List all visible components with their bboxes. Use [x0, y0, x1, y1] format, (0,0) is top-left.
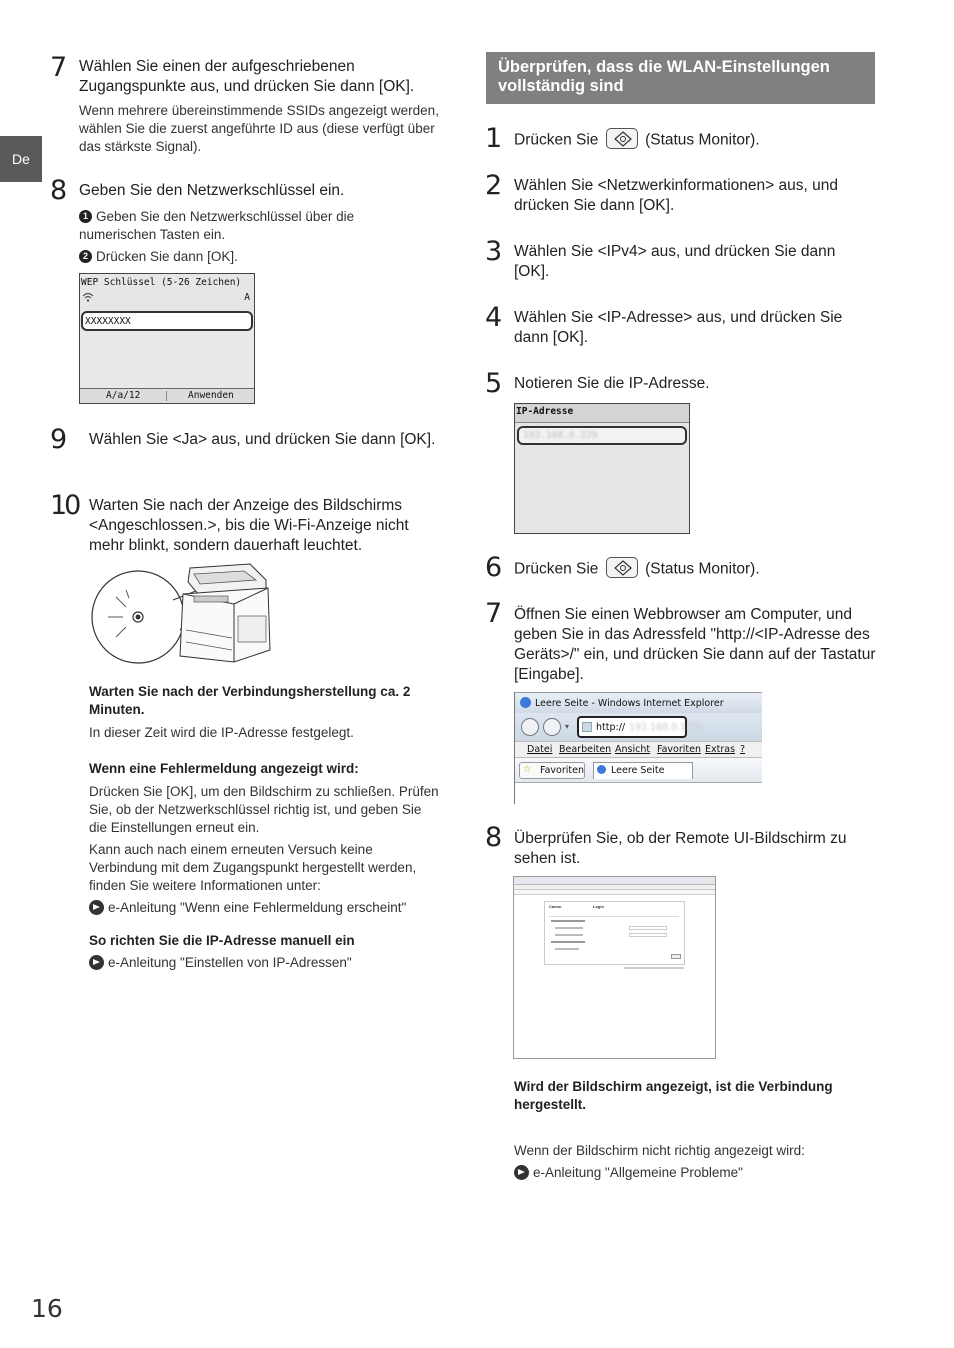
wait-text: In dieser Zeit wird die IP-Adresse festgelegt. [89, 725, 354, 740]
remote-ui-login-panel [544, 901, 685, 965]
substep-1-badge: 1 [79, 210, 92, 223]
tab-label: Leere Seite [611, 765, 665, 776]
footer-divider [166, 391, 167, 401]
status-monitor-button[interactable] [606, 557, 638, 578]
wep-key-value: XXXXXXXX [85, 316, 131, 327]
status-monitor-button[interactable] [606, 128, 638, 149]
r-step-4-number: 4 [485, 302, 502, 333]
field-label [555, 934, 583, 936]
wait-heading: Warten Sie nach der Verbindungsherstellung ca. 2 Minuten. [89, 684, 411, 717]
lcd-ip-title: IP-Adresse [515, 404, 689, 423]
lcd-footer [80, 388, 254, 403]
r-step-2-number: 2 [485, 170, 502, 201]
pin-input[interactable] [629, 933, 667, 937]
language-tab: De [0, 136, 42, 182]
field-label [555, 927, 583, 929]
ip-address-lcd-screen [514, 403, 690, 534]
tab-ie-icon [597, 765, 606, 774]
step-8-substep-2 [79, 248, 399, 266]
favorites-button[interactable] [519, 762, 585, 779]
forward-button[interactable] [543, 718, 561, 736]
menu-datei[interactable]: Datei [527, 744, 553, 755]
ie-logo-icon [520, 697, 531, 708]
step-8-text: Geben Sie den Netzwerkschlüssel ein. [79, 182, 345, 199]
r-step-3-text: Wählen Sie <IPv4> aus, und drücken Sie dann [OK]. [514, 243, 836, 280]
browser-window [514, 692, 762, 804]
r-step-6-post: (Status Monitor). [645, 560, 760, 578]
menu-favoriten[interactable]: Favoriten [657, 744, 701, 755]
r-step-8-text: Überprüfen Sie, ob der Remote UI-Bildschirm zu sehen ist. [514, 830, 847, 867]
login-button[interactable] [671, 954, 681, 959]
favorites-label: Favoriten [540, 765, 584, 776]
r-step-6-number: 6 [485, 552, 502, 583]
step-7-text: Wählen Sie einen der aufgeschriebenen Zugangspunkte aus, und drücken Sie dann [OK]. [79, 58, 415, 95]
browser-favbar [515, 758, 762, 783]
menu-extras[interactable]: Extras [705, 744, 736, 755]
arrow-right-icon [514, 1165, 529, 1180]
r-step-7-number: 7 [485, 598, 502, 629]
r-step-1-text [514, 130, 874, 151]
ip-link-text[interactable]: e-Anleitung "Einstellen von IP-Adressen" [108, 955, 352, 970]
browser-titlebar [515, 693, 762, 713]
success-text: Wird der Bildschirm angezeigt, ist die Verbindung hergestellt. [514, 1079, 833, 1112]
lcd-empty-area [80, 332, 254, 388]
menu-help[interactable]: ? [740, 744, 746, 755]
fail-link[interactable] [514, 1164, 876, 1182]
printer-wifi-illustration [88, 560, 278, 670]
substep-2-text: Drücken Sie dann [OK]. [96, 249, 238, 264]
r-step-3-number: 3 [485, 236, 502, 267]
page-icon [582, 722, 592, 732]
ip-manual-heading: So richten Sie die IP-Adresse manuell ein [89, 933, 355, 948]
step-10-number: 10 [50, 490, 79, 521]
step-7-note: Wenn mehrere übereinstimmende SSIDs angezeigt werden, wählen Sie die zuerst angeführte ID aus (diese verfügt über das stärkste Signal). [79, 103, 439, 154]
r-step-1-post: (Status Monitor). [645, 131, 760, 149]
step-9-text: Wählen Sie <Ja> aus, und drücken Sie dann [OK]. [89, 431, 436, 448]
r-step-5-text: Notieren Sie die IP-Adresse. [514, 375, 710, 392]
r-step-7-text: Öffnen Sie einen Webbrowser am Computer, und geben Sie in das Adressfeld "http://<IP-Adresse des Geräts>/" ein, und drücken Sie dann auf der Tastatur [Eingabe]. [514, 606, 876, 683]
arrow-right-icon [89, 900, 104, 915]
input-mode-toggle[interactable]: A/a/12 [106, 390, 141, 401]
r-step-1-number: 1 [485, 123, 502, 154]
login-label: Login [593, 904, 604, 909]
substep-2-badge: 2 [79, 250, 92, 263]
step-10-text: Warten Sie nach der Anzeige des Bildschirms <Angeschlossen.>, bis die Wi-Fi-Anzeige nicht mehr blinkt, sondern dauerhaft leuchtet. [89, 497, 409, 554]
fail-link-text[interactable]: e-Anleitung "Allgemeine Probleme" [533, 1165, 743, 1180]
step-9-number: 9 [50, 424, 67, 455]
page-number: 16 [31, 1294, 63, 1323]
wep-key-lcd-screen [79, 273, 255, 404]
ip-address-value: 192.168.0.229 [523, 430, 598, 441]
star-icon: ☆ [523, 764, 532, 775]
r-step-2-text: Wählen Sie <Netzwerkinformationen> aus, und drücken Sie dann [OK]. [514, 177, 838, 214]
error-heading: Wenn eine Fehlermeldung angezeigt wird: [89, 761, 359, 776]
step-8-substep-1 [79, 208, 399, 244]
error-text-2: Kann auch nach einem erneuten Versuch keine Verbindung mit dem Zugangspunkt hergestellt werden, finden Sie weitere Informationen unter: [89, 842, 417, 893]
menu-bearbeiten[interactable]: Bearbeiten [559, 744, 612, 755]
canon-logo: Canon [549, 904, 562, 909]
copyright-line [624, 967, 684, 969]
error-link[interactable] [89, 899, 439, 917]
user-id-input[interactable] [629, 926, 667, 930]
remote-ui-screenshot [513, 876, 716, 1059]
field-label [555, 948, 579, 950]
r-step-8-number: 8 [485, 822, 502, 853]
divider [549, 916, 679, 917]
section-header: Überprüfen, dass die WLAN-Einstellungen vollständig sind [486, 52, 875, 104]
r-step-1-pre: Drücken Sie [514, 131, 599, 149]
address-bar[interactable] [577, 716, 702, 738]
address-prefix: http:// [596, 722, 626, 733]
r-step-4-text: Wählen Sie <IP-Adresse> aus, und drücken Sie dann [OK]. [514, 309, 843, 346]
wep-key-field[interactable] [81, 311, 253, 331]
mode-heading [551, 941, 585, 943]
status-monitor-icon [613, 131, 633, 147]
r-step-5-number: 5 [485, 368, 502, 399]
remote-ui-toolbar [514, 890, 715, 895]
lcd-input-mode: A [244, 292, 250, 303]
step-8-number: 8 [50, 175, 67, 206]
browser-menubar [515, 741, 762, 758]
ip-manual-link[interactable] [89, 954, 439, 972]
fail-text: Wenn der Bildschirm nicht richtig angezeigt wird: [514, 1143, 805, 1158]
remote-ui-titlebar [514, 877, 715, 885]
r-step-6-text [514, 559, 874, 580]
browser-navbar [515, 713, 762, 741]
step-7-number: 7 [50, 52, 67, 83]
ip-address-field[interactable] [517, 426, 687, 445]
r-step-6-pre: Drücken Sie [514, 560, 599, 578]
error-link-text[interactable]: e-Anleitung "Wenn eine Fehlermeldung erscheint" [108, 900, 407, 915]
menu-ansicht[interactable]: Ansicht [615, 744, 651, 755]
address-value: 192.168.0.172/ [629, 722, 702, 733]
substep-1-text: Geben Sie den Netzwerkschlüssel über die numerischen Tasten ein. [79, 209, 355, 242]
lcd-title: WEP Schlüssel (5-26 Zeichen) [81, 277, 242, 288]
arrow-right-icon [89, 955, 104, 970]
browser-tab[interactable] [593, 762, 693, 779]
wifi-signal-icon [82, 292, 94, 305]
browser-title: Leere Seite - Windows Internet Explorer [535, 698, 724, 709]
apply-button[interactable]: Anwenden [188, 390, 234, 401]
status-monitor-icon [613, 560, 633, 576]
mode-heading [551, 920, 585, 922]
back-button[interactable] [521, 718, 539, 736]
history-dropdown-icon[interactable]: ▾ [565, 722, 570, 731]
error-text-1: Drücken Sie [OK], um den Bildschirm zu schließen. Prüfen Sie, ob der Netzwerkschlüssel richtig ist, und geben Sie die Einstellungen erneut ein. [89, 784, 439, 835]
